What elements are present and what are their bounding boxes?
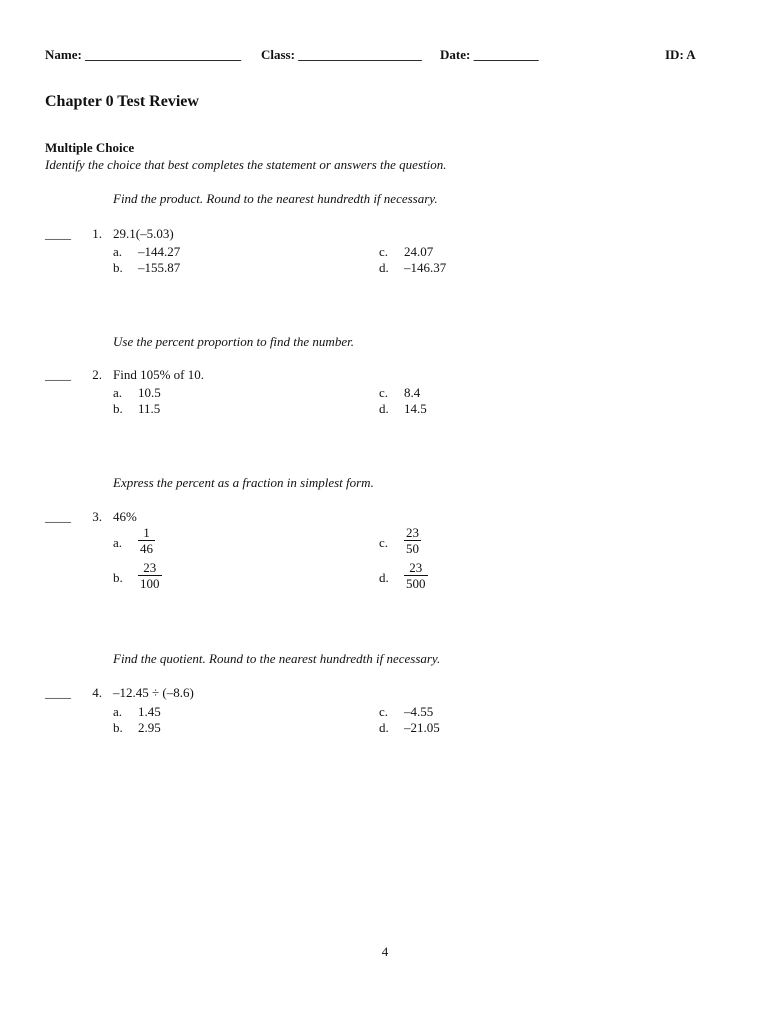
- section-heading: Multiple Choice: [45, 140, 135, 155]
- choice-letter-c: c.: [379, 535, 389, 550]
- question-4-choice-a: 1.45: [138, 704, 161, 719]
- question-2-text: Find 105% of 10.: [113, 367, 204, 382]
- answer-blank-3: ____: [45, 509, 71, 524]
- question-4-choice-b: 2.95: [138, 720, 161, 735]
- fraction-denominator: 46: [140, 541, 153, 556]
- choice-letter-c: c.: [379, 244, 389, 259]
- date-field: Date: __________: [440, 47, 539, 62]
- question-4-choice-d: –21.05: [404, 720, 440, 735]
- question-3-choice-c: [404, 525, 421, 556]
- choice-letter-d: d.: [379, 401, 389, 416]
- choice-letter-d: d.: [379, 570, 389, 585]
- question-1-choice-a: –144.27: [138, 244, 181, 259]
- section-instructions: Identify the choice that best completes the statement or answers the question.: [45, 157, 447, 172]
- choice-letter-b: b.: [113, 260, 123, 275]
- question-1-choice-b: –155.87: [138, 260, 181, 275]
- question-1-text: 29.1(–5.03): [113, 226, 174, 241]
- question-4-direction: Find the quotient. Round to the nearest hundredth if necessary.: [113, 651, 441, 666]
- fraction-numerator: 1: [143, 525, 150, 540]
- choice-letter-b: b.: [113, 720, 123, 735]
- question-2-choice-b: 11.5: [138, 401, 161, 416]
- choice-letter-a: a.: [113, 704, 123, 719]
- question-4-text: –12.45 ÷ (–8.6): [113, 685, 194, 700]
- fraction-denominator: 500: [406, 576, 426, 591]
- question-1-choice-c: 24.07: [404, 244, 434, 259]
- page-header: [45, 47, 725, 67]
- question-3-direction: Express the percent as a fraction in simplest form.: [113, 475, 374, 490]
- question-2-choice-a: 10.5: [138, 385, 161, 400]
- question-2-direction: Use the percent proportion to find the number.: [113, 334, 354, 349]
- question-2-number: 2.: [92, 367, 102, 382]
- choice-letter-c: c.: [379, 704, 389, 719]
- answer-blank-1: ____: [45, 226, 71, 241]
- question-3-choice-d: [404, 560, 428, 591]
- fraction-numerator: 23: [143, 560, 157, 575]
- question-1-choice-d: –146.37: [404, 260, 447, 275]
- answer-blank-4: ____: [45, 685, 71, 700]
- question-3-text: 46%: [113, 509, 137, 524]
- class-field: Class: ___________________: [261, 47, 422, 62]
- question-4-number: 4.: [92, 685, 102, 700]
- test-id: ID: A: [665, 47, 696, 62]
- choice-letter-a: a.: [113, 535, 123, 550]
- fraction-numerator: 23: [409, 560, 423, 575]
- fraction-numerator: 23: [406, 525, 419, 540]
- fraction-denominator: 50: [406, 541, 419, 556]
- fraction-denominator: 100: [140, 576, 160, 591]
- question-3-choice-a: [138, 525, 155, 556]
- question-3-number: 3.: [92, 509, 102, 524]
- question-1-direction: Find the product. Round to the nearest hundredth if necessary.: [113, 191, 438, 206]
- choice-letter-b: b.: [113, 401, 123, 416]
- answer-blank-2: ____: [45, 367, 71, 382]
- question-4-choice-c: –4.55: [404, 704, 434, 719]
- choice-letter-c: c.: [379, 385, 389, 400]
- question-2-choice-c: 8.4: [404, 385, 421, 400]
- name-field: Name: ________________________: [45, 47, 242, 62]
- question-1-number: 1.: [92, 226, 102, 241]
- page-title: Chapter 0 Test Review: [45, 93, 199, 110]
- choice-letter-a: a.: [113, 385, 123, 400]
- choice-letter-d: d.: [379, 720, 389, 735]
- choice-letter-d: d.: [379, 260, 389, 275]
- question-3-choice-b: [138, 560, 162, 591]
- question-2-choice-d: 14.5: [404, 401, 427, 416]
- page-number: 4: [381, 944, 389, 959]
- choice-letter-b: b.: [113, 570, 123, 585]
- choice-letter-a: a.: [113, 244, 123, 259]
